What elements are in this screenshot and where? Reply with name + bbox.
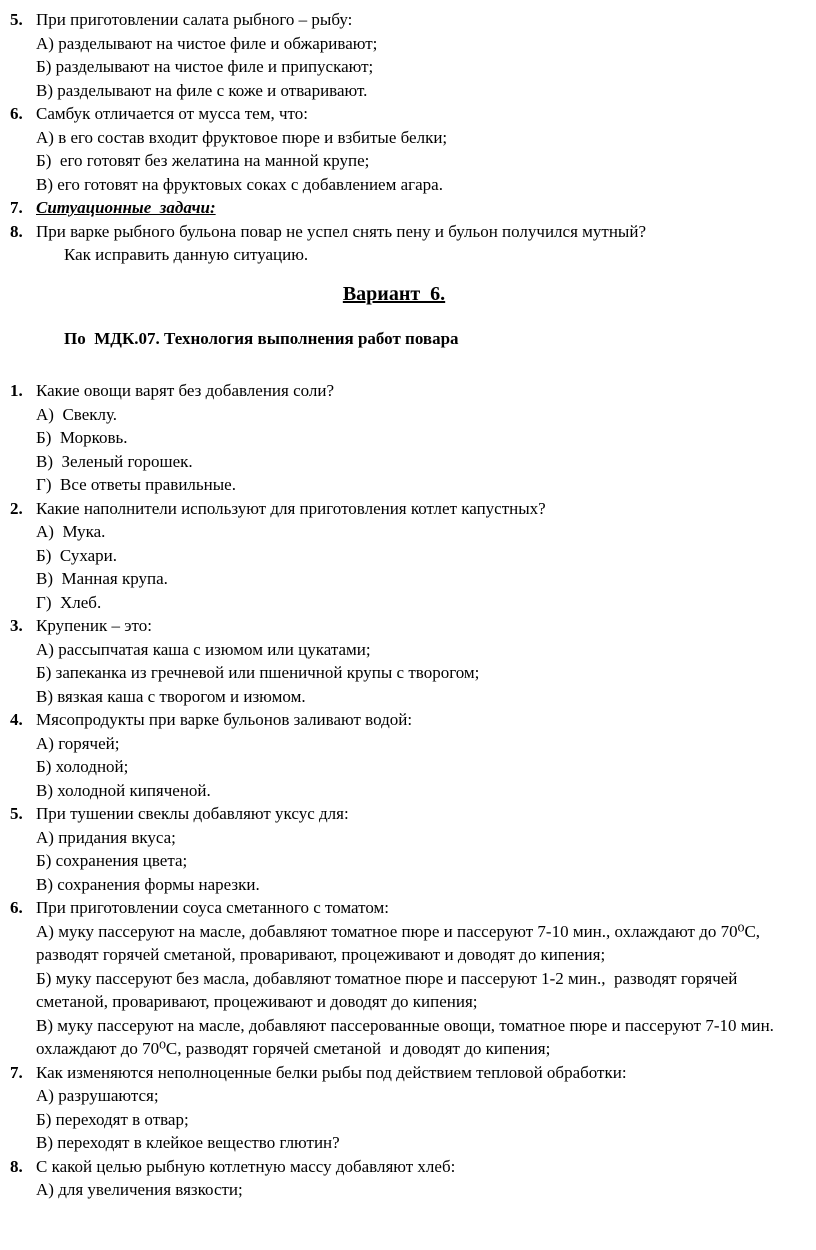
question-text: При варке рыбного бульона повар не успел снять пену и бульон получился мутный?: [36, 221, 646, 241]
question-text: При приготовлении соуса сметанного с томатом:: [36, 898, 389, 917]
question-line: [0, 614, 788, 638]
answer-option: В) его готовят на фруктовых соках с добавлением агара.: [36, 174, 443, 194]
answer-option: Б) холодной;: [36, 757, 129, 776]
answer-option: В) Манная крупа.: [36, 569, 168, 588]
question-number: 8.: [10, 1156, 23, 1176]
variant-heading: Вариант 6.: [342, 282, 446, 305]
answer-option: А) придания вкуса;: [36, 827, 176, 847]
question-number: 8.: [10, 221, 23, 241]
question-line: [0, 8, 788, 32]
answer-option: Б) Морковь.: [36, 428, 128, 447]
question-number: 4.: [10, 710, 23, 729]
question-text: Какие наполнители используют для приготовления котлет капустных?: [36, 498, 546, 518]
answer-option: Г) Хлеб.: [36, 592, 102, 612]
question-number: 5.: [10, 804, 23, 823]
answer-option: А) для увеличения вязкости;: [36, 1180, 243, 1199]
answer-option: Б) сохранения цвета;: [36, 851, 188, 870]
question-number: 6.: [10, 898, 23, 917]
mdk-subheading: По МДК.07. Технология выполнения работ повара: [64, 328, 459, 348]
question-text: При приготовлении салата рыбного – рыбу:: [36, 10, 353, 29]
question-line: [0, 896, 788, 920]
answer-option: Б) его готовят без желатина на манной крупе;: [36, 151, 370, 170]
question-line: [0, 379, 788, 403]
question-number: 7.: [10, 1062, 23, 1082]
answer-option: А) разделывают на чистое филе и обжаривают;: [36, 33, 378, 53]
question-line: [0, 802, 788, 826]
question-text: Какие овощи варят без добавления соли?: [36, 381, 335, 400]
question-line: [0, 1155, 788, 1179]
question-number: 5.: [10, 10, 23, 29]
answer-option: В) вязкая каша с творогом и изюмом.: [36, 686, 306, 706]
question-number: 6.: [10, 104, 23, 123]
answer-option: Б) муку пассеруют без масла, добавляют томатное пюре и пассеруют 1-2 мин., разводят горячей сметаной, проваривают, процеживают и доводят до кипения;: [36, 968, 742, 1011]
answer-option: В) разделывают на филе с коже и отваривают.: [36, 80, 368, 100]
answer-option: А) Свеклу.: [36, 404, 118, 424]
question-number: 3.: [10, 616, 23, 635]
answer-option: В) сохранения формы нарезки.: [36, 874, 260, 894]
answer-option: В) переходят в клейкое вещество глютин?: [36, 1133, 340, 1152]
question-text: Как изменяются неполноценные белки рыбы под действием тепловой обработки:: [36, 1062, 627, 1082]
answer-option: В) Зеленый горошек.: [36, 451, 193, 471]
question-line: [0, 497, 788, 521]
question-text: Крупеник – это:: [36, 616, 152, 635]
question-line: [0, 102, 788, 126]
answer-option: А) в его состав входит фруктовое пюре и взбитые белки;: [36, 127, 448, 147]
question-text: При тушении свеклы добавляют уксус для:: [36, 804, 349, 823]
situational-tasks-line: [0, 196, 788, 220]
answer-option: Г) Все ответы правильные.: [36, 475, 236, 494]
answer-option: А) горячей;: [36, 733, 120, 753]
question-text: Самбук отличается от мусса тем, что:: [36, 104, 308, 123]
answer-option: Б) запеканка из гречневой или пшеничной крупы с творогом;: [36, 663, 480, 682]
answer-option: В) муку пассеруют на масле, добавляют пассерованные овощи, томатное пюре и пассеруют 7-10 мин. охлаждают до 70⁰С, разводят горячей сметаной и доводят до кипения;: [36, 1015, 779, 1058]
answer-option: А) Мука.: [36, 522, 106, 541]
answer-option: Б) Сухари.: [36, 545, 118, 565]
question-continuation: Как исправить данную ситуацию.: [64, 245, 309, 264]
answer-option: В) холодной кипяченой.: [36, 780, 211, 800]
question-text: Мясопродукты при варке бульонов заливают водой:: [36, 710, 413, 729]
answer-option: Б) разделывают на чистое филе и припускают;: [36, 57, 374, 76]
question-number: 2.: [10, 498, 23, 518]
question-number: 7.: [10, 198, 23, 217]
question-line: [0, 708, 788, 732]
answer-option: А) муку пассеруют на масле, добавляют томатное пюре и пассеруют 7-10 мин., охлаждают до 70⁰С, разводят горячей сметаной, проваривают, процеживают и доводят до кипения;: [36, 921, 765, 964]
question-text: С какой целью рыбную котлетную массу добавляют хлеб:: [36, 1156, 456, 1176]
answer-option: А) разрушаются;: [36, 1086, 159, 1105]
situational-tasks-label: Ситуационные задачи:: [36, 198, 216, 217]
answer-option: Б) переходят в отвар;: [36, 1109, 189, 1129]
question-number: 1.: [10, 381, 23, 400]
question-line: [0, 220, 788, 244]
answer-option: А) рассыпчатая каша с изюмом или цукатами;: [36, 639, 371, 659]
question-line: [0, 1061, 788, 1085]
